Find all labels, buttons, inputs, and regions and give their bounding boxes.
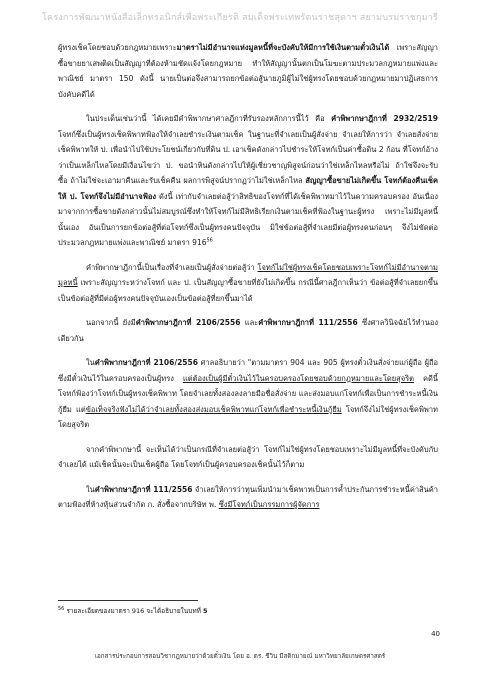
footnote-divider (58, 600, 198, 601)
footnote-ref[interactable]: 56 (206, 237, 213, 244)
p1-text-c: เพราะสัญญาซื้อขายยาเสพติดเป็นสัญญาที่ต้องห้ามชัดแจ้งโดยกฎหมาย ทำให้สัญญานั้นตกเป็นโมฆะตามประมวลกฎหมายแพ่งและพาณิชย์ มาตรา 150 ดังนี้ นายเป็นต่อจึงสามารถยกข้อต่อสู้นายภูมิผู้ไม่ใช่ผู้ทรงโดยชอบด้วยกฎหมายมาปฏิเสธการบังคับคดีได้ (58, 43, 438, 99)
page-header: โครงการพัฒนาหนังสือเล็กทรอนิกส์เพื่อพระเกียรติ สมเด็จพระเทพรัตนราชสุดาฯ สยามบรมราชกุมารี (41, 13, 439, 23)
p2-text-a: ในประเด็นเช่นว่านี้ ได้เคยมีคำพิพากษาศาลฎีกาที่รับรองหลักการนี้ไว้ คือ (86, 114, 332, 123)
footnote-chapter: 5 (203, 607, 208, 615)
p2-case-ref: คำพิพากษาฎีกาที่ 2932/2519 (331, 114, 438, 123)
p3-text-a: คำพิพากษาฎีกานี้เป็นเรื่องที่จำเลยเป็นผู้สั่งจ่ายต่อสู้ว่า (86, 262, 258, 272)
p7-case-ref: คำพิพากษาฎีกาที่ 111/2556 (94, 484, 193, 494)
p4-text-c: และ (240, 318, 259, 327)
p7-text-c: จำเลยให้การว่าทุนเพิ่มนำมาเช็คพาทเป็นการค้ำประกันการชำระหนี้ค่าสินค้าตามฟ้องที่ห้างหุ้นส่วนจำกัด ก. สั่งซื้อจากบริษัท พ. (58, 484, 438, 509)
paragraph-6: จากคำพิพากษานี้ จะเห็นได้ว่าเป็นกรณีที่จำเลยต่อสู้ว่า โจทก์ไม่ใช่ผู้ทรงโดยชอบเพราะไม่มีมูลหนี้ที่จะบังคับกับจำเลยได้ แม้เช็คนั้นจะเป็นเช็คผู้ถือ โดยโจทก์เป็นผู้ครอบครองเช็คนั้นไว้ก็ตาม (58, 444, 438, 469)
paragraph-2 (58, 111, 438, 251)
p2-bold-holding: สัญญาซื้อขายไม่เกิดขึ้น โจทก์ต้องคืนเช็คให้ ป. โจทก์จึงไม่มีอำนาจฟ้อง (58, 176, 438, 201)
p7-text-a: ใน (86, 484, 95, 494)
p5-underlined-2: ข้อเท็จจริงฟังไม่ได้ว่าจำเลยทั้งสองส่งมอบเช็คพิพาทแก่โจทก์เพื่อชำระหนี้เงินกู้ยืม (85, 404, 342, 414)
paragraph-4 (58, 315, 438, 346)
footnote-number: 56 (58, 605, 65, 612)
page-number: 40 (431, 630, 440, 638)
p4-case-ref-1: คำพิพากษาฎีกาที่ 2106/2556 (135, 318, 241, 327)
page-footer: เอกสารประกอบการสอนวิชากฎหมายว่าด้วยตั๋วเงิน โดย อ. ดร. ชีวิน มีสติกมายณ์ มหาวิทยาลัยเกษตรศาสตร์ (94, 653, 386, 660)
paragraph-1 (58, 40, 438, 102)
p4-text-a: นอกจากนี้ ยังมี (86, 318, 136, 327)
p4-text-e: ซึ่งศาลวินิจฉัยไว้ทำนองเดียวกัน (58, 318, 438, 343)
paragraph-3 (58, 260, 438, 307)
p2-text-c: โจทก์ซึ่งเป็นผู้ทรงเช็คพิพาทฟ้องให้จำเลยชำระเงินตามเช็ค ในฐานะที่จำเลยเป็นผู้สั่งจ่าย จำเลยให้การว่า จำเลยสั่งจ่ายเช็คพิพาทให้ ป. เพื่อนำไปใช้ประโยชน์เกี่ยวกับที่ดิน ป. เอาเช็คดังกล่าวไปชำระให้โจทก์เป็นค่าซื้อดิน 2 ก้อน ที่โจทก์อ้างว่าเป็นเหล็กไหลโดยมีเงื่อนไขว่า ป. ขอนำหินดังกล่าวไปให้ผู้เชี่ยวชาญพิสูจน์ก่อนว่าใช่เหล็กไหลหรือไม่ ถ้าใช่จึงจะรับซื้อ ถ้าไม่ใช่จะเอามาคืนและรับเช็คคืน ผลการพิสูจน์ปรากฏว่าไม่ใช่เหล็กไหล (58, 129, 438, 185)
p1-bold: มาตราไม่มีอำนาจแห่งมูลหนี้ที่จะบังคับให้มีการใช้เงินตามตั๋วเงินได้ (176, 43, 390, 52)
p5-text-e: คดีนี้โจทก์ฟ้องว่าโจทก์เป็นผู้ทรงเช็คพิพาท โดยจำเลยทั้งสองลงลายมือชื่อสั่งจ่าย และส่งมอบแก่โจทก์เพื่อเป็นการชำระหนี้เงินกู้ยืม แต่ (58, 373, 439, 414)
paragraph-7 (58, 482, 438, 513)
paragraph-5 (58, 355, 438, 433)
document-body (58, 40, 438, 522)
p7-underlined: ซึ่งมีโจทก์เป็นกรรมการผู้จัดการ (218, 500, 320, 509)
p5-text-c: ศาลอธิบายว่า "ตามมาตรา 904 และ 905 ผู้ทรงตั๋วเงินสั่งจ่ายแก่ผู้ถือ ผู้ถือซึ่งมีตั๋วเงินไว้ในครอบครองเป็นผู้ทรง (58, 358, 439, 383)
p5-text-g: โจทก์จึงไม่ใช่ผู้ทรงเช็คพิพาทโดยสุจริต (58, 404, 438, 429)
footnote-text: รายละเอียดของมาตรา 916 จะได้อธิบายในบทที่ (64, 607, 204, 615)
p5-text-a: ใน (86, 358, 95, 367)
p3-text-c: เพราะสัญญาระหว่างโจทก์ และ ป. เป็นสัญญาซื้อขายที่ยังไม่เกิดขึ้น กรณีนี้ศาลฎีกาเห็นว่า ข้อต่อสู้ที่จำเลยยกขึ้นเป็นข้อต่อสู้ที่มีต่อผู้ทรงคนปัจจุบันเองเป็นข้อต่อสู้ที่ยกขึ้นมาได้ (58, 278, 438, 303)
p4-case-ref-2: คำพิพากษาฎีกาที่ 111/2556 (258, 318, 358, 327)
p5-underlined-1: แต่ต้องเป็นผู้มีตั๋วเงินไว้ในครอบครองโดยชอบด้วยกฎหมายและโดยสุจริต (182, 373, 414, 383)
footnote (58, 606, 208, 616)
p1-text-a: ผู้ทรงเช็คโดยชอบด้วยกฎหมายเพราะ (58, 43, 177, 52)
p5-case-ref: คำพิพากษาฎีกาที่ 2106/2556 (94, 358, 198, 367)
p3-underlined: โจทก์ไม่ใช่ผู้ทรงเช็คโดยชอบเพราะโจทก์ไม่มีอำนาจตามมูลหนี้ (58, 262, 438, 287)
p2-text-e: ดังนี้ เท่ากับจำเลยต่อสู้ว่าสิทธิของโจทก์ที่ได้เช็คพิพาทมาไว้ในความครอบครอง อันเนื่องมาจากการซื้อขายดังกล่าวนั้นไม่สมบูรณ์ซึ่งทำให้โจทก์ไม่มีสิทธิเรียกเงินตามเช็คที่ฟ้องในฐานะผู้ทรง เพราะไม่มีมูลหนี้นั้นเอง อันเป็นการยกข้อต่อสู้ที่ต่อโจทก์ซึ่งเป็นผู้ทรงคนปัจจุบัน มิใช่ข้อต่อสู้ที่จำเลยมีต่อผู้ทรงคนก่อนๆ จึงไม่ขัดต่อประมวลกฎหมายแพ่งและพาณิชย์ มาตรา 916 (58, 191, 438, 247)
